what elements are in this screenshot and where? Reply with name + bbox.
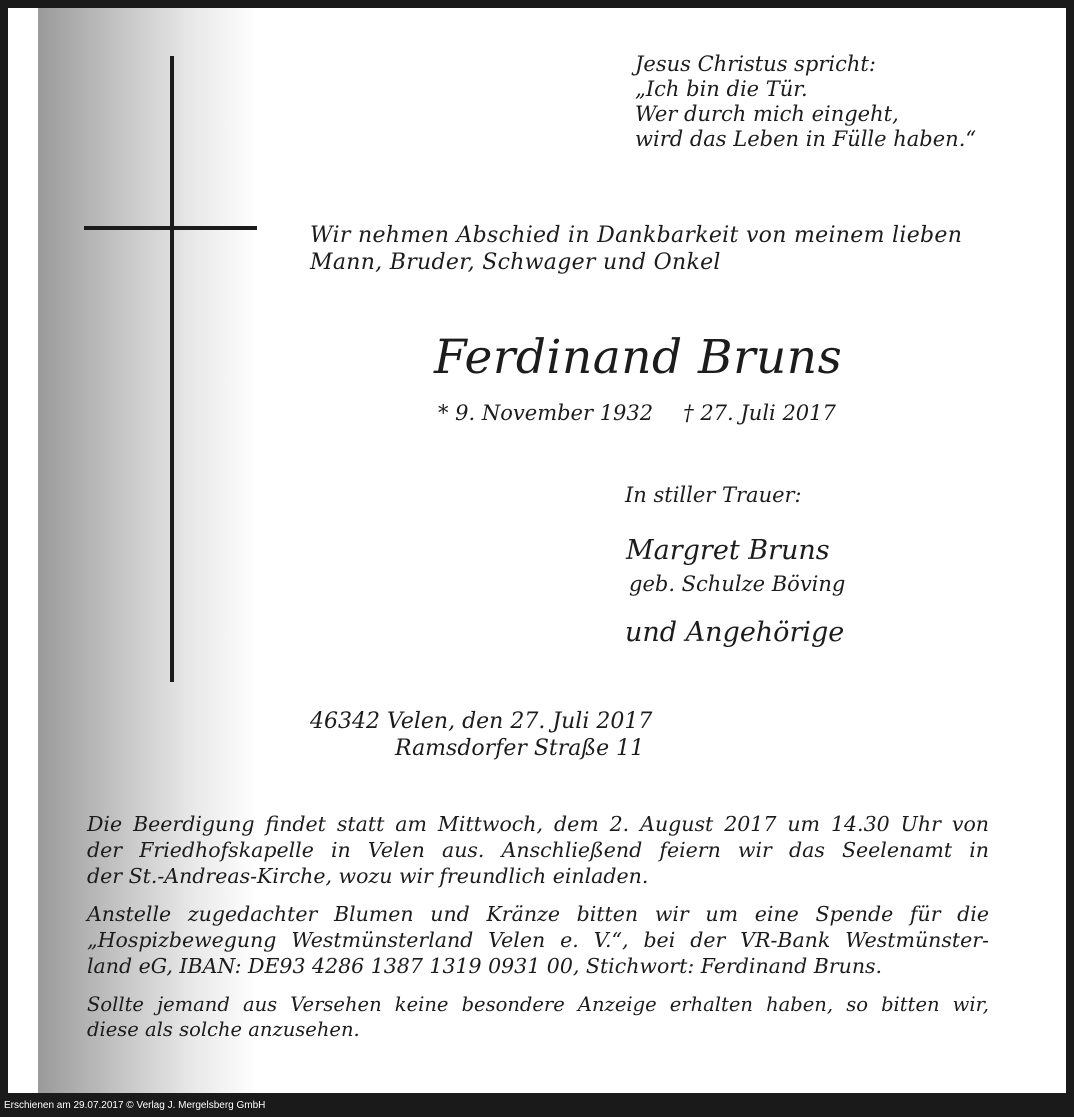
other-relatives: und Angehörige	[625, 617, 845, 648]
publication-footer: Erschienen am 29.07.2017 © Verlag J. Mergelsberg GmbH	[4, 1100, 266, 1111]
mourning-heading: In stiller Trauer:	[625, 483, 802, 507]
notice-paragraph	[87, 992, 989, 1042]
cross-icon-horizontal-bar	[84, 226, 257, 230]
place-and-date: 46342 Velen, den 27. Juli 2017	[310, 709, 653, 734]
birth-date: * 9. November 1932	[438, 401, 654, 425]
intro-line: Wir nehmen Abschied in Dankbarkeit von meinem lieben	[310, 223, 963, 248]
street-address: Ramsdorfer Straße 11	[395, 736, 645, 761]
funeral-line: Die Beerdigung findet statt am Mittwoch, dem 2. August 2017 um 14.30 Uhr von	[87, 812, 989, 836]
obituary-notice	[8, 8, 1066, 1093]
quote-line: „Ich bin die Tür.	[635, 77, 808, 101]
donation-line: land eG, IBAN: DE93 4286 1387 1319 0931 00, Stichwort: Ferdinand Bruns.	[87, 954, 883, 978]
life-dates	[438, 400, 836, 426]
farewell-intro	[310, 222, 962, 276]
quote-line: wird das Leben in Fülle haben.“	[635, 127, 977, 151]
deceased-name: Ferdinand Bruns	[434, 330, 843, 385]
bible-quote	[635, 52, 976, 152]
quote-line: Wer durch mich eingeht,	[635, 102, 899, 126]
funeral-paragraph	[87, 811, 989, 889]
death-date: † 27. Juli 2017	[683, 401, 836, 425]
intro-line: Mann, Bruder, Schwager und Onkel	[310, 250, 721, 275]
quote-line: Jesus Christus spricht:	[635, 52, 876, 76]
donation-paragraph	[87, 901, 989, 979]
notice-line: diese als solche anzusehen.	[87, 1018, 360, 1041]
funeral-line: der St.-Andreas-Kirche, wozu wir freundlich einladen.	[87, 864, 649, 888]
donation-line: „Hospizbewegung Westmünsterland Velen e. V.“, bei der VR-Bank Westmünster-	[87, 928, 989, 952]
cross-icon-vertical-bar	[170, 56, 174, 682]
funeral-line: der Friedhofskapelle in Velen aus. Anschließend feiern wir das Seelenamt in	[87, 838, 989, 862]
mourner-name: Margret Bruns	[626, 535, 830, 566]
notice-line: Sollte jemand aus Versehen keine besondere Anzeige erhalten haben, so bitten wir,	[87, 993, 989, 1016]
donation-line: Anstelle zugedachter Blumen und Kränze bitten wir um eine Spende für die	[87, 902, 989, 926]
mourner-maiden-name: geb. Schulze Böving	[629, 572, 846, 596]
